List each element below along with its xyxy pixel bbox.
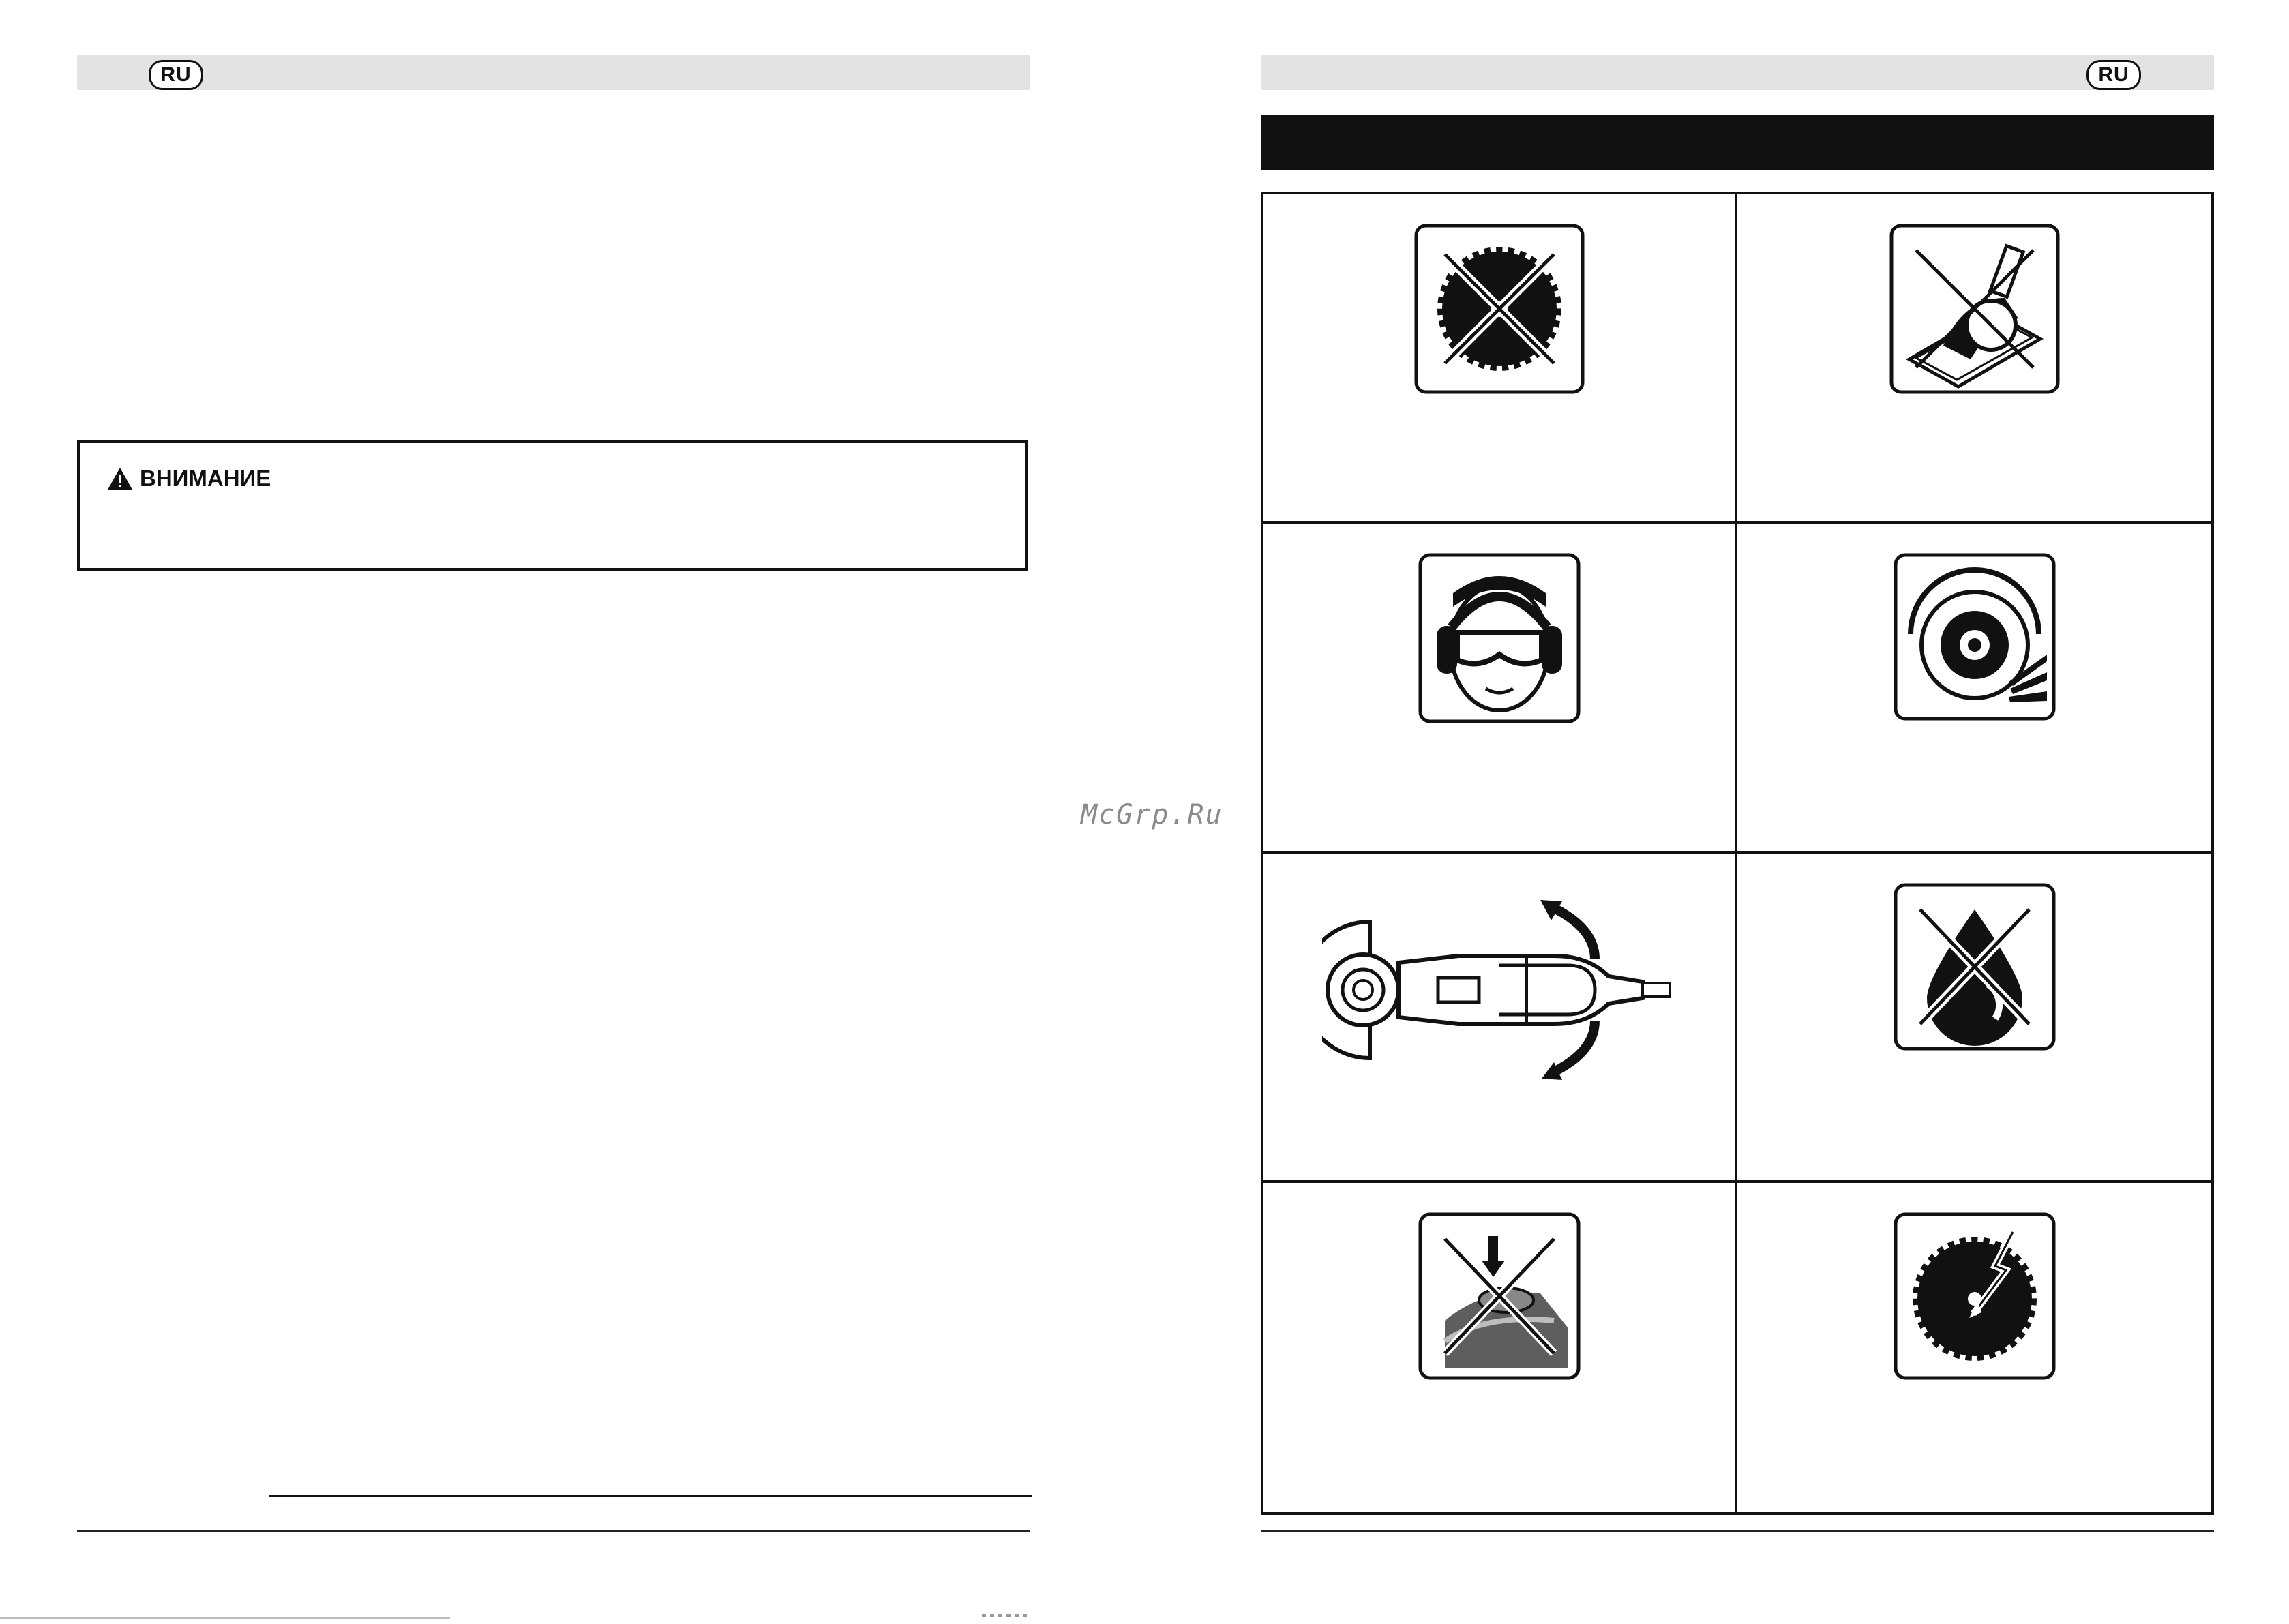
symbol-cell-8 xyxy=(1737,1183,2211,1512)
symbol-cell-4 xyxy=(1737,524,2211,853)
watermark: McGrp.Ru xyxy=(1081,799,1223,830)
symbol-cell-2 xyxy=(1737,194,2211,524)
goggles-ear-protection-icon xyxy=(1418,552,1581,724)
scan-mark xyxy=(982,1614,1030,1617)
symbol-cell-1 xyxy=(1263,194,1737,524)
crossed-spindle-lock-icon xyxy=(1418,1212,1581,1381)
symbol-cell-3 xyxy=(1263,524,1737,853)
language-badge-right: RU xyxy=(2086,60,2141,90)
bottom-rule-right xyxy=(1261,1530,2214,1532)
crossed-circular-saw-icon xyxy=(1889,223,2061,395)
crossed-saw-blade-icon xyxy=(1413,223,1585,395)
warning-triangle-icon xyxy=(107,467,133,490)
angle-grinder-rotation-icon xyxy=(1322,881,1677,1085)
language-badge-left: RU xyxy=(149,60,203,90)
cutting-disc-sparks-icon xyxy=(1893,552,2056,721)
safety-symbols-table xyxy=(1261,192,2214,1515)
warning-title: ВНИМАНИЕ xyxy=(140,466,271,491)
scan-edge xyxy=(0,1617,450,1619)
warning-box xyxy=(77,440,1028,571)
symbol-cell-6 xyxy=(1737,854,2211,1183)
crossed-liquid-drop-icon xyxy=(1893,882,2056,1051)
symbol-cell-7 xyxy=(1263,1183,1737,1512)
warning-heading xyxy=(107,464,271,494)
bottom-rule-left xyxy=(77,1530,1030,1532)
header-band-right xyxy=(1261,55,2214,90)
symbol-cell-5 xyxy=(1263,854,1737,1183)
cracked-saw-blade-icon xyxy=(1893,1212,2056,1381)
header-band-left xyxy=(77,55,1030,90)
footnote-rule xyxy=(269,1495,1032,1497)
section-title-bar xyxy=(1261,115,2214,170)
